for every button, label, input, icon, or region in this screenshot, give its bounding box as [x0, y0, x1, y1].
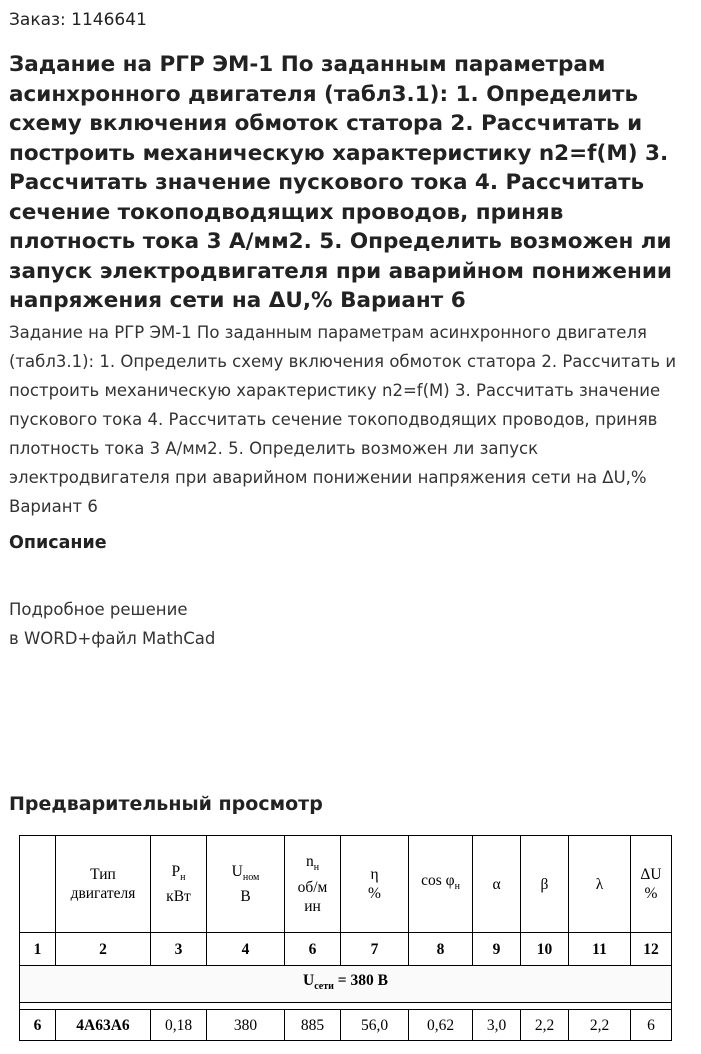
table-cell: 0,62	[409, 1010, 473, 1041]
table-cell: 4А63А6	[56, 1010, 151, 1041]
table-cell: 0,18	[151, 1010, 207, 1041]
table-cell: 2,2	[521, 1010, 569, 1041]
table-cell: 380	[207, 1010, 285, 1041]
header-cell: Тип двигателя	[56, 836, 151, 933]
table-row	[20, 1010, 672, 1041]
table-header-row	[20, 836, 672, 933]
description-body	[9, 595, 215, 653]
header-cell: $P_н$ кВт	[151, 836, 207, 933]
column-number: 10	[521, 933, 569, 966]
column-number: 7	[341, 933, 409, 966]
table-cell: 6	[631, 1010, 672, 1041]
header-cell	[20, 836, 56, 933]
column-number-row	[20, 933, 672, 966]
order-number: Заказ: 1146641	[9, 10, 147, 30]
column-number: 8	[409, 933, 473, 966]
table-cell: 2,2	[569, 1010, 631, 1041]
page-title: Задание на РГР ЭМ-1 По заданным параметрам асинхронного двигателя (табл3.1): 1. Определить схему включения обмоток статора 2. Рассчитать и построить механическую характеристику n2=f(M) 3. Рассчитать значение пускового тока 4. Рассчитать сечение токоподводящих проводов, приняв плотность тока 3 А/мм2. 5. Определить возможен ли запуск электродвигателя при аварийном понижении напряжения сети на ΔU,% Вариант 6	[9, 52, 672, 313]
section-row	[20, 966, 672, 1003]
task-description: Задание на РГР ЭМ-1 По заданным параметрам асинхронного двигателя (табл3.1): 1. Определить схему включения обмоток статора 2. Рассчитать и построить механическую характеристику n2=f(M) 3. Рассчитать значение пускового тока 4. Рассчитать сечение токоподводящих проводов, приняв плотность тока 3 А/мм2. 5. Определить возможен ли запуск электродвигателя при аварийном понижении напряжения сети на ΔU,% Вариант 6	[9, 323, 677, 516]
column-number: 3	[151, 933, 207, 966]
description-line: Подробное решение	[9, 600, 188, 619]
table-cell: 3,0	[473, 1010, 521, 1041]
table-cell: 56,0	[341, 1010, 409, 1041]
description-heading: Описание	[9, 533, 107, 553]
motor-parameters-table	[19, 835, 672, 1041]
description-line: в WORD+файл MathCad	[9, 629, 216, 648]
section-label: $U_{сети} = 380$ В	[20, 966, 672, 1003]
table-cell: 885	[285, 1010, 341, 1041]
column-number: 12	[631, 933, 672, 966]
header-cell: α	[473, 836, 521, 933]
table-cell: 6	[20, 1010, 56, 1041]
spacer-row	[20, 1003, 672, 1010]
preview-heading: Предварительный просмотр	[9, 793, 323, 815]
column-number: 9	[473, 933, 521, 966]
header-cell: $n_н$ об/м ин	[285, 836, 341, 933]
header-cell: ΔU %	[631, 836, 672, 933]
header-cell: λ	[569, 836, 631, 933]
column-number: 6	[285, 933, 341, 966]
header-cell: η %	[341, 836, 409, 933]
column-number: 11	[569, 933, 631, 966]
header-cell: $U_{ном}$ В	[207, 836, 285, 933]
column-number: 1	[20, 933, 56, 966]
column-number: 2	[56, 933, 151, 966]
preview-image	[19, 835, 672, 1041]
header-cell: β	[521, 836, 569, 933]
column-number: 4	[207, 933, 285, 966]
header-cell: $\cos \varphi_н$	[409, 836, 473, 933]
